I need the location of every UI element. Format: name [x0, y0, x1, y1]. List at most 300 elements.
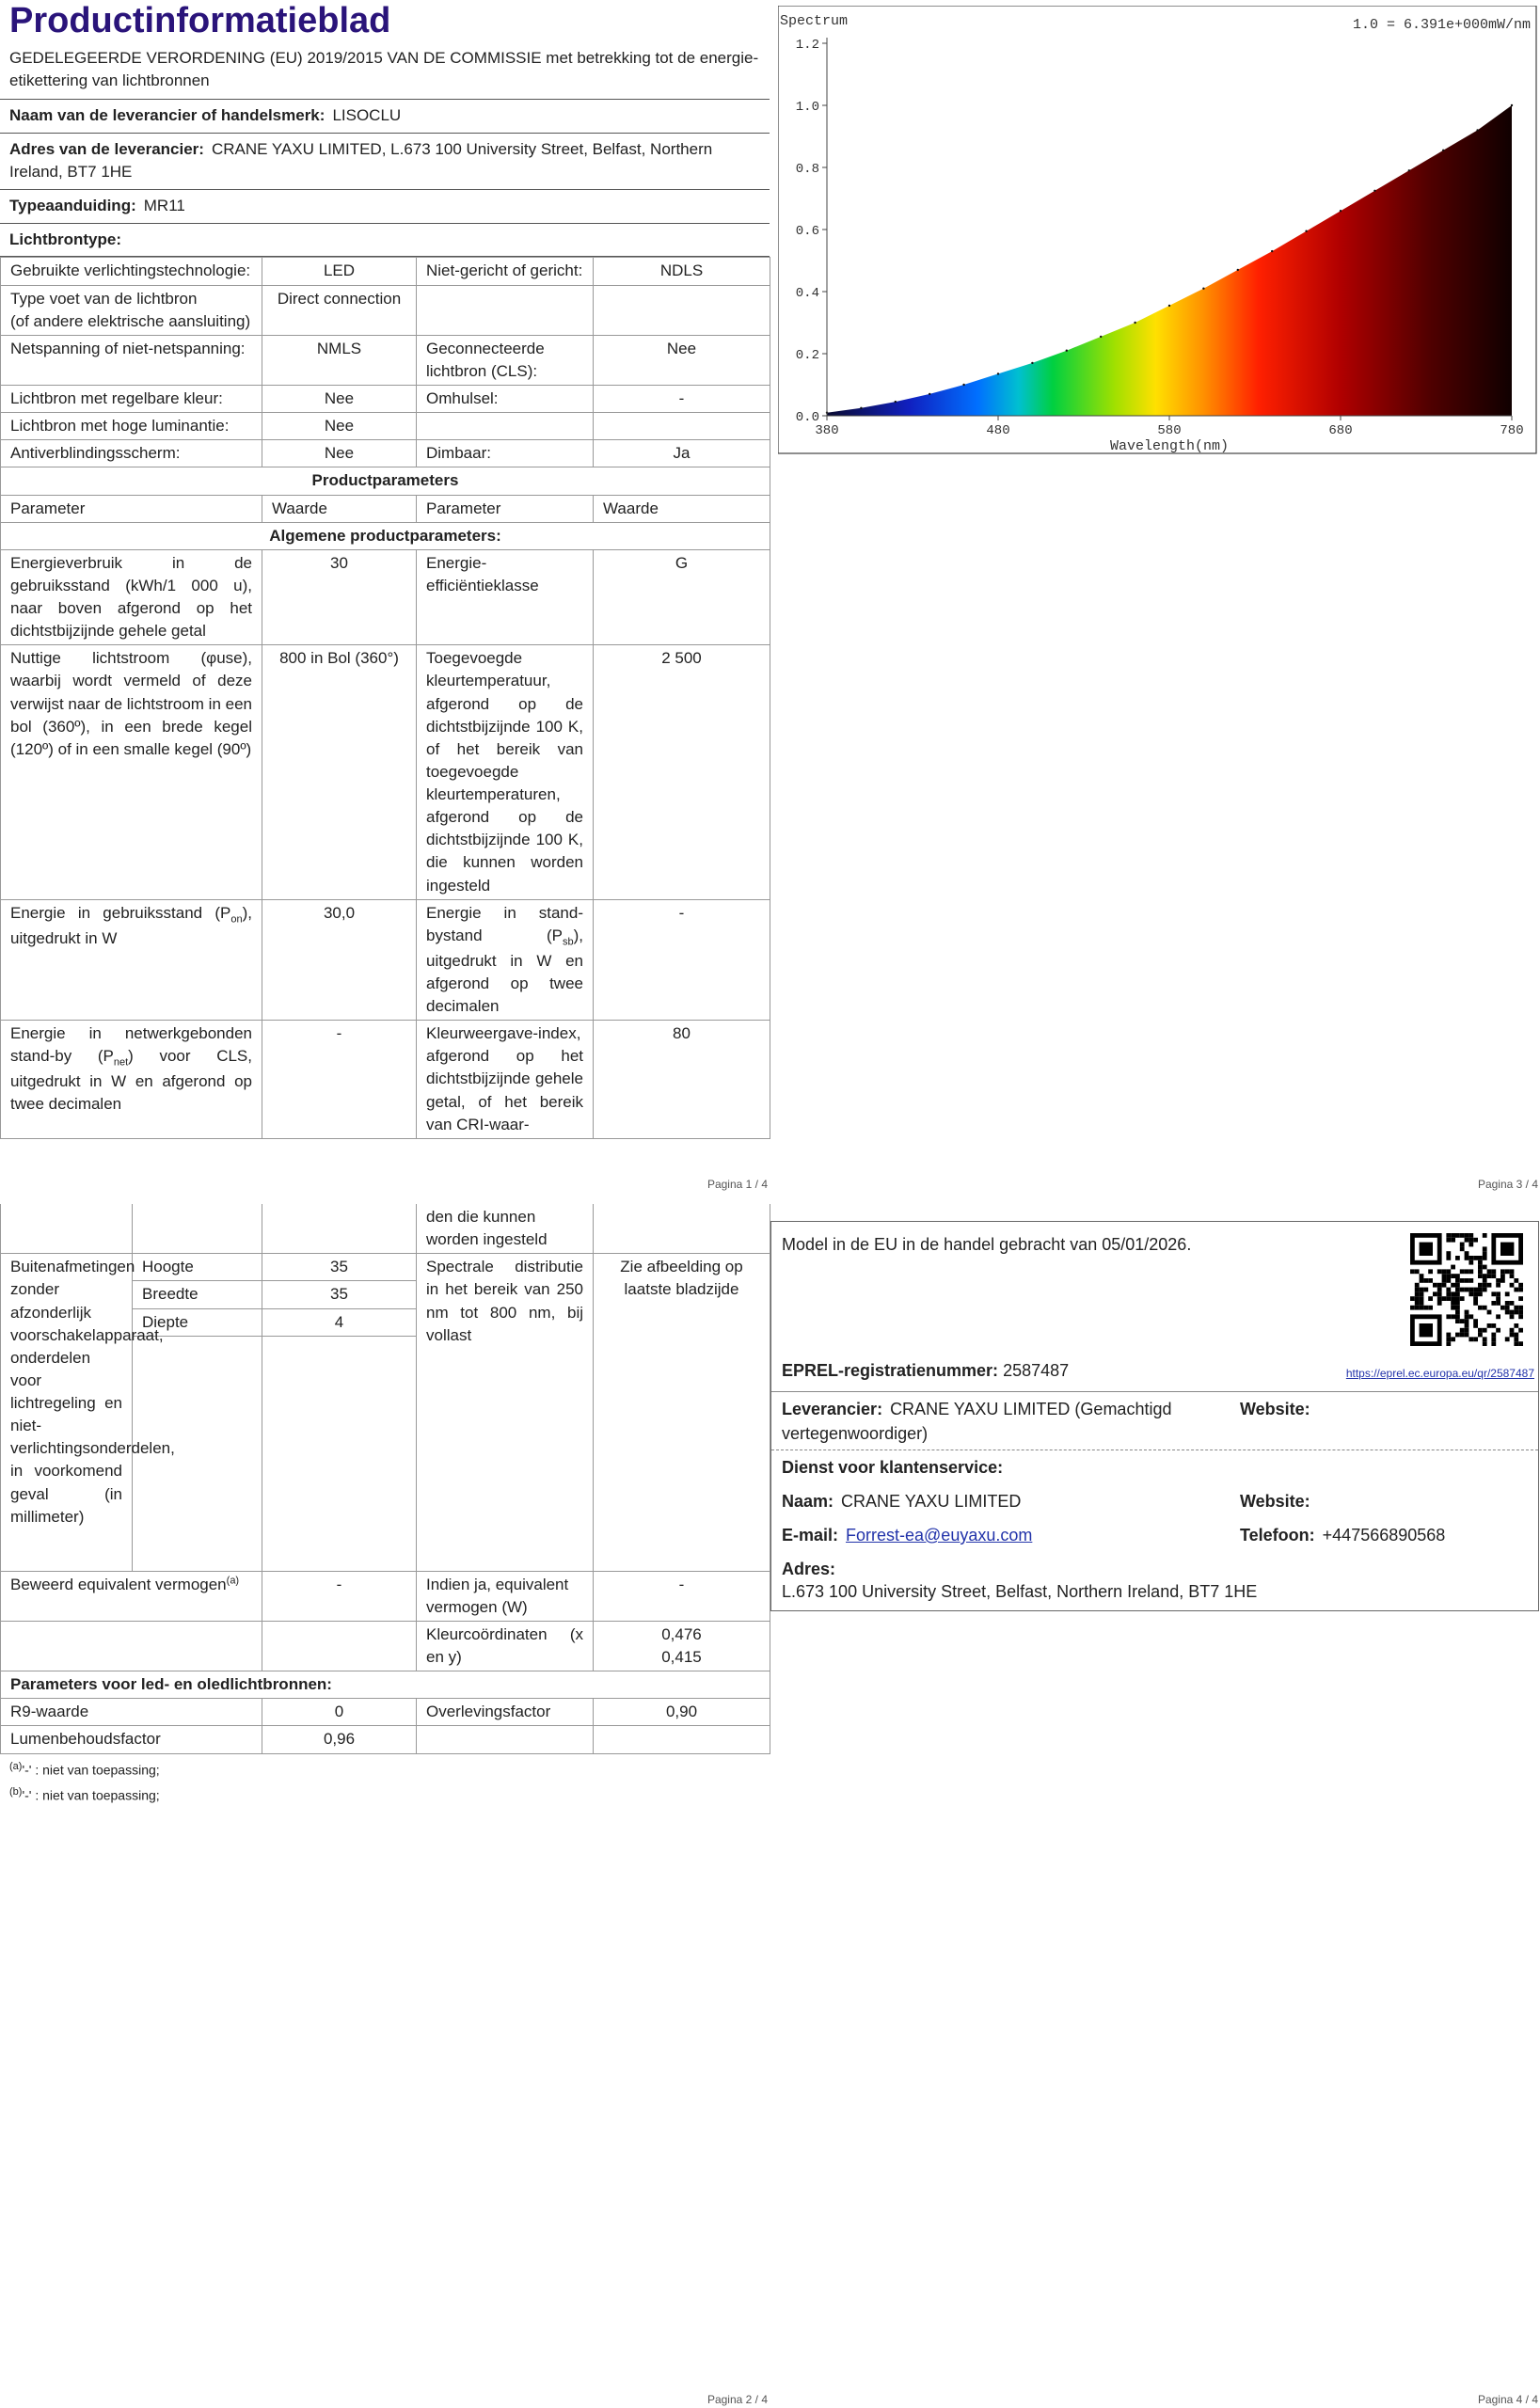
- cell-value: -: [262, 1021, 417, 1139]
- address-label: Adres van de leverancier:: [9, 140, 204, 159]
- footnote-text: '-' : niet van toepassing;: [22, 1787, 160, 1803]
- qr-module: [1437, 1296, 1442, 1301]
- qr-module: [1491, 1341, 1496, 1346]
- cell-empty: [417, 285, 594, 335]
- phone-row: [1240, 1523, 1445, 1547]
- spectrum-point: [962, 384, 964, 386]
- qr-module: [1491, 1291, 1496, 1296]
- cell-value: 800 in Bol (360°): [262, 645, 417, 899]
- label-text: Beweerd equivalent vermogen: [10, 1575, 227, 1593]
- qr-module: [1446, 1291, 1451, 1296]
- qr-module: [1420, 1288, 1424, 1292]
- cell-value: Ja: [594, 440, 770, 467]
- qr-module: [1437, 1291, 1442, 1296]
- email-label: E-mail:: [782, 1526, 839, 1545]
- qr-module: [1505, 1306, 1510, 1310]
- cell-label: den die kunnen worden ingesteld: [417, 1204, 594, 1254]
- column-header: Parameter: [1, 495, 262, 522]
- column-header: Waarde: [594, 495, 770, 522]
- y-tick-label: 1.2: [795, 38, 819, 53]
- qr-module: [1415, 1283, 1420, 1288]
- qr-module: [1491, 1337, 1496, 1341]
- qr-module: [1483, 1256, 1487, 1260]
- claimed-equivalent-label: [1, 1571, 262, 1621]
- qr-module: [1491, 1274, 1496, 1278]
- spectrum-point: [1237, 269, 1239, 271]
- cell-value: 30,0: [262, 899, 417, 1021]
- table-row: [1, 899, 770, 1021]
- qr-module: [1505, 1269, 1510, 1274]
- qr-module: [1478, 1333, 1483, 1338]
- qr-module: [1442, 1296, 1447, 1301]
- cell-label: [1, 1021, 262, 1139]
- qr-module: [1473, 1323, 1478, 1328]
- qr-module: [1514, 1288, 1518, 1292]
- table-row: [1, 258, 770, 285]
- cell-label: Kleurcoördinaten (x en y): [417, 1621, 594, 1671]
- qr-module: [1455, 1310, 1460, 1315]
- cell-value: -: [594, 899, 770, 1021]
- qr-module: [1465, 1278, 1469, 1283]
- cell-empty: [594, 285, 770, 335]
- section-title: Productparameters: [1, 467, 770, 495]
- qr-module: [1410, 1306, 1415, 1310]
- qr-module: [1487, 1283, 1492, 1288]
- supplier-value: LISOCLU: [332, 106, 402, 125]
- qr-module: [1487, 1269, 1492, 1274]
- qr-module: [1487, 1274, 1492, 1278]
- qr-module: [1500, 1306, 1505, 1310]
- qr-module: [1469, 1269, 1473, 1274]
- eprel-link[interactable]: https://eprel.ec.europa.eu/qr/2587487: [1345, 1367, 1534, 1380]
- divider: [771, 1391, 1538, 1392]
- qr-module: [1483, 1337, 1487, 1341]
- qr-module: [1460, 1319, 1465, 1323]
- table-row: [1, 1021, 770, 1139]
- qr-module: [1518, 1341, 1523, 1346]
- table-row: [1, 440, 770, 467]
- qr-module: [1423, 1306, 1428, 1310]
- chart-title: Spectrum: [780, 13, 849, 29]
- qr-module: [1473, 1238, 1478, 1243]
- qr-module: [1514, 1323, 1518, 1328]
- cell-label: [1, 285, 262, 335]
- qr-module: [1478, 1288, 1483, 1292]
- qr-module: [1460, 1296, 1465, 1301]
- qr-module: [1451, 1283, 1455, 1288]
- qr-module: [1442, 1278, 1447, 1283]
- qr-module: [1451, 1306, 1455, 1310]
- spectrum-area: [827, 105, 1512, 416]
- page-4: [770, 1204, 1540, 2408]
- qr-module: [1451, 1337, 1455, 1341]
- qr-module: [1460, 1278, 1465, 1283]
- website-row: [1240, 1397, 1318, 1421]
- supplier-label: Leverancier:: [782, 1400, 883, 1418]
- qr-module: [1469, 1243, 1473, 1247]
- qr-module: [1455, 1283, 1460, 1288]
- footnote-a: [9, 1757, 760, 1782]
- qr-module: [1518, 1306, 1523, 1310]
- qr-module: [1410, 1296, 1415, 1301]
- product-table: [0, 257, 770, 1138]
- qr-module: [1510, 1333, 1515, 1338]
- spectrum-chart: [778, 6, 1538, 455]
- qr-module: [1483, 1233, 1487, 1238]
- qr-module: [1451, 1296, 1455, 1301]
- qr-module: [1518, 1314, 1523, 1319]
- page-title: Productinformatieblad: [9, 1, 391, 40]
- cell-label: Lichtbron met regelbare kleur:: [1, 386, 262, 413]
- website-label: Website:: [1240, 1400, 1310, 1418]
- qr-module: [1473, 1256, 1478, 1260]
- cell-empty: [417, 1726, 594, 1753]
- label-text: Energie in netwerkgebonden stand-by (P: [10, 1024, 252, 1066]
- label-subscript: sb: [562, 936, 574, 948]
- cell-value: Direct connection: [262, 285, 417, 335]
- footnote-marker: (b): [9, 1785, 23, 1798]
- address-label: Adres:: [782, 1560, 836, 1578]
- spectrum-point: [1031, 362, 1033, 364]
- header-row: [1, 495, 770, 522]
- qr-module: [1446, 1274, 1451, 1278]
- cell-label: Lichtbron met hoge luminantie:: [1, 413, 262, 440]
- qr-module: [1469, 1233, 1473, 1238]
- qr-module: [1514, 1333, 1518, 1338]
- page-number: Pagina 2 / 4: [706, 2393, 768, 2406]
- cell-value: Nee: [262, 386, 417, 413]
- address-row: [0, 133, 770, 189]
- label-subscript: net: [113, 1056, 129, 1069]
- cell-label: Omhulsel:: [417, 386, 594, 413]
- cell-value: 80: [594, 1021, 770, 1139]
- qr-module: [1451, 1233, 1455, 1238]
- qr-module: [1446, 1341, 1451, 1346]
- spectrum-point: [1476, 129, 1478, 131]
- qr-module: [1437, 1269, 1442, 1274]
- qr-module: [1496, 1328, 1500, 1333]
- supplier-row: [0, 99, 770, 133]
- qr-module: [1473, 1291, 1478, 1296]
- qr-module: [1455, 1291, 1460, 1296]
- service-heading: [782, 1455, 1010, 1480]
- spectrum-point: [1168, 305, 1170, 307]
- cell-empty: [594, 1204, 770, 1254]
- qr-module: [1510, 1310, 1515, 1315]
- x-tick-label: 380: [815, 423, 839, 438]
- qr-module: [1446, 1337, 1451, 1341]
- qr-module: [1455, 1274, 1460, 1278]
- qr-module: [1478, 1274, 1483, 1278]
- qr-module: [1465, 1310, 1469, 1315]
- regulation-subtitle: GEDELEGEERDE VERORDENING (EU) 2019/2015 VAN DE COMMISSIE met betrekking tot de energie-etikettering van lichtbronnen: [9, 48, 759, 89]
- label-subscript: on: [230, 913, 243, 926]
- eprel-value: 2587487: [1003, 1361, 1070, 1380]
- service-label: Dienst voor klantenservice:: [782, 1458, 1004, 1477]
- page-number: Pagina 1 / 4: [706, 1178, 768, 1191]
- qr-module: [1465, 1269, 1469, 1274]
- qr-module: [1478, 1265, 1483, 1270]
- address-value: L.673 100 University Street, Belfast, Northern Ireland, BT7 1HE: [782, 1582, 1258, 1601]
- supplier-value: CRANE YAXU LIMITED (Gemachtigd vertegenwoordiger): [782, 1400, 1172, 1444]
- qr-module: [1469, 1337, 1473, 1341]
- label-text: ), uitgedrukt in W en afgerond op twee decimalen: [426, 926, 583, 1015]
- qr-module: [1451, 1314, 1455, 1319]
- qr-module: [1460, 1246, 1465, 1251]
- eprel-label: EPREL-registratienummer:: [782, 1361, 999, 1380]
- qr-module: [1420, 1306, 1424, 1310]
- page-number: Pagina 3 / 4: [1477, 1178, 1538, 1191]
- label-text: Energie in gebruiksstand (P: [10, 903, 231, 922]
- cell-value: LED: [262, 258, 417, 285]
- qr-module: [1423, 1288, 1428, 1292]
- spectrum-point: [929, 393, 930, 395]
- y-tick-label: 0.0: [795, 410, 819, 425]
- cell-empty: [133, 1204, 262, 1254]
- qr-module: [1460, 1269, 1465, 1274]
- registration-box: [770, 1221, 1539, 1611]
- qr-module: [1446, 1233, 1451, 1238]
- cell-label: Gebruikte verlichtingstechnologie:: [1, 258, 262, 285]
- qr-module: [1465, 1328, 1469, 1333]
- qr-module: [1423, 1278, 1428, 1283]
- qr-module: [1451, 1301, 1455, 1306]
- qr-module: [1437, 1283, 1442, 1288]
- cell-value: -: [594, 1571, 770, 1621]
- qr-module: [1518, 1310, 1523, 1315]
- cell-label: Niet-gericht of gericht:: [417, 258, 594, 285]
- qr-code-icon: [1410, 1233, 1523, 1346]
- qr-module: [1483, 1328, 1487, 1333]
- spectrum-point: [1100, 336, 1102, 338]
- cap-type-label: Type voet van de lichtbron: [10, 289, 198, 308]
- cell-label: Energie-efficiëntieklasse: [417, 549, 594, 645]
- spectrum-point: [1442, 150, 1444, 151]
- qr-module: [1428, 1269, 1433, 1274]
- footnote-marker: (a): [9, 1760, 23, 1772]
- qr-module: [1487, 1323, 1492, 1328]
- qr-module: [1469, 1291, 1473, 1296]
- qr-module: [1420, 1278, 1424, 1283]
- qr-module: [1465, 1251, 1469, 1256]
- qr-module: [1483, 1306, 1487, 1310]
- spectrum-point: [1511, 104, 1513, 106]
- table-row: [1, 1621, 770, 1671]
- qr-module: [1415, 1296, 1420, 1301]
- cell-value: [594, 1621, 770, 1671]
- section-row: [1, 467, 770, 495]
- qr-module: [1483, 1283, 1487, 1288]
- cell-value: 0: [262, 1699, 417, 1726]
- y-tick-label: 1.0: [795, 100, 819, 115]
- name-value: CRANE YAXU LIMITED: [841, 1492, 1022, 1511]
- qr-module: [1483, 1278, 1487, 1283]
- qr-module: [1505, 1310, 1510, 1315]
- qr-module: [1518, 1296, 1523, 1301]
- type-value: MR11: [143, 196, 185, 214]
- qr-module: [1514, 1337, 1518, 1341]
- qr-module: [1514, 1310, 1518, 1315]
- lightsource-type-label: Lichtbrontype:: [9, 230, 121, 248]
- cell-empty: [594, 413, 770, 440]
- name-row: [782, 1489, 1021, 1513]
- cell-label: [417, 899, 594, 1021]
- qr-module: [1420, 1274, 1424, 1278]
- qr-module: [1518, 1328, 1523, 1333]
- qr-module: [1496, 1296, 1500, 1301]
- cell-value: NMLS: [262, 335, 417, 385]
- qr-module: [1420, 1301, 1424, 1306]
- y-tick-label: 0.6: [795, 224, 819, 239]
- cell-label: Toegevoegde kleurtemperatuur, afgerond op de dichtstbijzijnde 100 K, of het bereik van toegevoegde kleurtemperaturen, afgerond op de dichtstbijzijnde 100 K, die kunnen worden ingesteld: [417, 645, 594, 899]
- qr-module: [1473, 1319, 1478, 1323]
- cell-label: Kleurweergave-index, afgerond op het dichtstbijzijnde gehele getal, of het bereik van CRI-waar-: [417, 1021, 594, 1139]
- cell-empty: [262, 1336, 417, 1571]
- supplier-label: Naam van de leverancier of handelsmerk:: [9, 106, 325, 125]
- qr-module: [1460, 1328, 1465, 1333]
- cell-empty: [262, 1621, 417, 1671]
- qr-finder-center: [1420, 1243, 1433, 1256]
- qr-module: [1465, 1319, 1469, 1323]
- qr-module: [1465, 1333, 1469, 1338]
- qr-module: [1491, 1333, 1496, 1338]
- qr-module: [1460, 1243, 1465, 1247]
- qr-finder-center: [1500, 1243, 1514, 1256]
- qr-module: [1496, 1314, 1500, 1319]
- cell-value: G: [594, 549, 770, 645]
- cell-label: R9-waarde: [1, 1699, 262, 1726]
- y-tick-label: 0.4: [795, 286, 819, 301]
- qr-module: [1510, 1283, 1515, 1288]
- type-row: [0, 189, 770, 223]
- cell-value: -: [262, 1571, 417, 1621]
- label-text: Energie in stand-bystand (P: [426, 903, 583, 944]
- spectrum-point: [860, 407, 862, 409]
- table-row: [1, 386, 770, 413]
- table-row: [1, 549, 770, 645]
- qr-module: [1469, 1278, 1473, 1283]
- qr-module: [1500, 1274, 1505, 1278]
- label-text: ) voor CLS, uitgedrukt in W en afgerond op twee decimalen: [10, 1047, 252, 1114]
- qr-module: [1428, 1278, 1433, 1283]
- qr-module: [1446, 1314, 1451, 1319]
- qr-module: [1500, 1269, 1505, 1274]
- page-3: [770, 0, 1540, 1195]
- name-label: Naam:: [782, 1492, 834, 1511]
- chroma-x: 0,476: [661, 1624, 702, 1643]
- qr-module: [1455, 1314, 1460, 1319]
- cell-value: 30: [262, 549, 417, 645]
- qr-module: [1518, 1288, 1523, 1292]
- qr-module: [1478, 1269, 1483, 1274]
- qr-module: [1415, 1291, 1420, 1296]
- cell-label: Antiverblindingsscherm:: [1, 440, 262, 467]
- qr-module: [1510, 1301, 1515, 1306]
- table-row: [1, 645, 770, 899]
- table-row: [1, 1699, 770, 1726]
- chroma-y: 0,415: [661, 1648, 702, 1666]
- qr-module: [1518, 1283, 1523, 1288]
- qr-module: [1415, 1301, 1420, 1306]
- qr-module: [1460, 1333, 1465, 1338]
- qr-module: [1465, 1238, 1469, 1243]
- qr-module: [1446, 1256, 1451, 1260]
- qr-module: [1428, 1296, 1433, 1301]
- spectrum-point: [997, 372, 999, 374]
- table-row: [1, 413, 770, 440]
- dim-value: 4: [262, 1308, 417, 1336]
- qr-module: [1446, 1333, 1451, 1338]
- qr-module: [1460, 1233, 1465, 1238]
- x-tick-label: 680: [1328, 423, 1353, 438]
- qr-module: [1500, 1278, 1505, 1283]
- dim-label: Hoogte: [133, 1254, 262, 1281]
- qr-module: [1442, 1283, 1447, 1288]
- cell-value: 0,90: [594, 1699, 770, 1726]
- section-row: [1, 522, 770, 549]
- column-header: Parameter: [417, 495, 594, 522]
- dim-value: 35: [262, 1281, 417, 1308]
- qr-module: [1451, 1265, 1455, 1270]
- x-tick-label: 780: [1500, 423, 1524, 438]
- qr-module: [1473, 1296, 1478, 1301]
- x-tick-label: 480: [986, 423, 1010, 438]
- qr-module: [1428, 1306, 1433, 1310]
- qr-module: [1505, 1337, 1510, 1341]
- qr-module: [1433, 1291, 1437, 1296]
- scale-annotation: 1.0 = 6.391e+000mW/nm: [1352, 17, 1531, 33]
- qr-module: [1491, 1323, 1496, 1328]
- cell-value: 0,96: [262, 1726, 417, 1753]
- market-placement-text: Model in de EU in de handel gebracht van 05/01/2026.: [782, 1235, 1192, 1254]
- cell-empty: [262, 1204, 417, 1254]
- qr-module: [1455, 1278, 1460, 1283]
- qr-module: [1460, 1288, 1465, 1292]
- qr-module: [1437, 1288, 1442, 1292]
- cell-value: Nee: [262, 440, 417, 467]
- qr-module: [1473, 1337, 1478, 1341]
- qr-module: [1487, 1310, 1492, 1315]
- x-axis-label: Wavelength(nm): [1109, 438, 1230, 454]
- qr-module: [1483, 1246, 1487, 1251]
- supplier-row: [782, 1397, 1224, 1446]
- spectral-value: Zie afbeelding op laatste bladzijde: [594, 1254, 770, 1571]
- lightsource-type-row: [0, 223, 770, 258]
- dim-label: Diepte: [133, 1308, 262, 1336]
- qr-module: [1465, 1288, 1469, 1292]
- qr-module: [1442, 1274, 1447, 1278]
- cell-label: Netspanning of niet-netspanning:: [1, 335, 262, 385]
- cell-value: NDLS: [594, 258, 770, 285]
- y-tick-label: 0.2: [795, 348, 819, 363]
- email-row: [782, 1523, 1032, 1547]
- qr-module: [1451, 1291, 1455, 1296]
- qr-module: [1455, 1233, 1460, 1238]
- qr-module: [1514, 1341, 1518, 1346]
- qr-module: [1446, 1269, 1451, 1274]
- page-number: Pagina 4 / 4: [1477, 2393, 1538, 2406]
- spectrum-point: [1134, 322, 1135, 324]
- spectrum-point: [1408, 169, 1410, 171]
- qr-module: [1415, 1269, 1420, 1274]
- cell-empty: [1, 1204, 133, 1254]
- footnote-ref: (a): [226, 1574, 240, 1586]
- email-link[interactable]: Forrest-ea@euyaxu.com: [846, 1526, 1033, 1545]
- qr-module: [1437, 1301, 1442, 1306]
- spectrum-point: [895, 401, 897, 403]
- qr-module: [1410, 1269, 1415, 1274]
- qr-module: [1496, 1283, 1500, 1288]
